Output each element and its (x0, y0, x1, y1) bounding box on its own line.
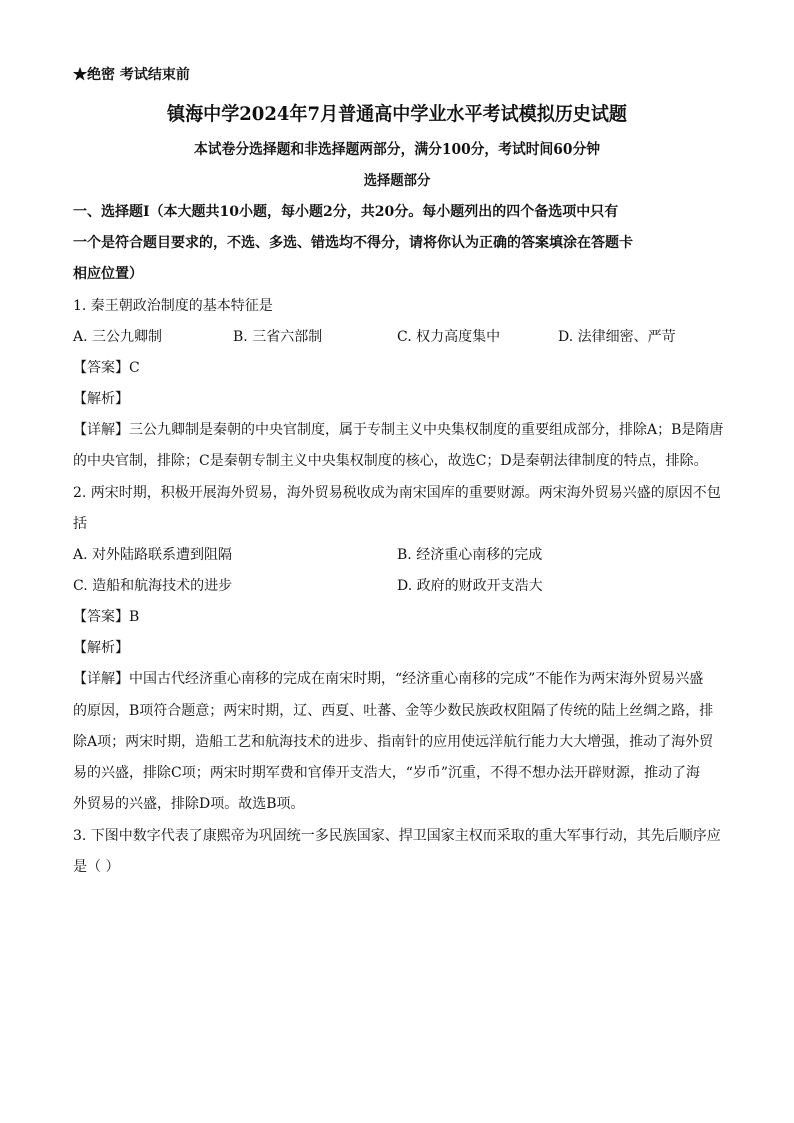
q2-analysis-label: 【解析】 (73, 640, 129, 656)
q2-stem-line2: 括 (73, 516, 87, 532)
q1-option-a: A. 三公九卿制 (73, 329, 163, 345)
q1-option-c: C. 权力高度集中 (397, 329, 501, 345)
q1-stem: 1. 秦王朝政治制度的基本特征是 (73, 298, 273, 314)
q2-answer: 【答案】B (73, 609, 140, 625)
q1-detail-line2: 的中央官制，排除；C是秦朝专制主义中央集权制度的核心，故选C；D是秦朝法律制度的特点，排除。 (73, 453, 708, 469)
q3-stem-line2: 是（ ） (73, 859, 120, 875)
q2-option-b: B. 经济重心南移的完成 (397, 547, 543, 563)
part1-instructions-line3: 相应位置） (73, 266, 143, 282)
q2-option-c: C. 造船和航海技术的进步 (73, 578, 233, 594)
q1-option-d: D. 法律细密、严苛 (558, 329, 676, 345)
q1-option-b: B. 三省六部制 (233, 329, 323, 345)
q2-detail-line3: 除A项；两宋时期，造船工艺和航海技术的进步、指南针的应用使远洋航行能力大大增强，推动了海外贸 (73, 734, 714, 750)
q1-detail-line1: 【详解】三公九卿制是秦朝的中央官制度，属于专制主义中央集权制度的重要组成部分，排除A；B是隋唐 (73, 422, 724, 438)
q1-answer: 【答案】C (73, 360, 140, 376)
q2-option-a: A. 对外陆路联系遭到阻隔 (73, 547, 233, 563)
q1-analysis-label: 【解析】 (73, 391, 129, 407)
part1-instructions-line1: 一、选择题Ⅰ（本大题共10小题，每小题2分，共20分。每小题列出的四个备选项中只有 (73, 204, 619, 220)
q2-detail-line5: 外贸易的兴盛，排除D项。故选B项。 (73, 796, 305, 812)
q2-detail-line2: 的原因，B项符合题意；两宋时期，辽、西夏、吐蕃、金等少数民族政权阻隔了传统的陆上丝绸之路，排 (73, 703, 714, 719)
q2-detail-line4: 易的兴盛，排除C项；两宋时期军费和官俸开支浩大，“岁币”沉重，不得不想办法开辟财源，推动了海 (73, 765, 701, 781)
confidential-label: ★绝密 考试结束前 (73, 67, 190, 83)
q2-detail-line1: 【详解】中国古代经济重心南移的完成在南宋时期，“经济重心南移的完成”不能作为两宋海外贸易兴盛 (73, 671, 704, 687)
q2-option-d: D. 政府的财政开支浩大 (397, 578, 543, 594)
exam-subtitle: 本试卷分选择题和非选择题两部分，满分100分，考试时间60分钟 (193, 141, 601, 158)
page-title: 镇海中学2024年7月普通高中学业水平考试模拟历史试题 (167, 103, 627, 125)
q3-stem-line1: 3. 下图中数字代表了康熙帝为巩固统一多民族国家、捍卫国家主权而采取的重大军事行动，其先后顺序应 (73, 828, 721, 844)
section-title: 选择题部分 (363, 173, 431, 189)
part1-instructions-line2: 一个是符合题目要求的，不选、多选、错选均不得分，请将你认为正确的答案填涂在答题卡 (73, 235, 633, 251)
q2-stem-line1: 2. 两宋时期，积极开展海外贸易，海外贸易税收成为南宋国库的重要财源。两宋海外贸易兴盛的原因不包 (73, 485, 721, 501)
